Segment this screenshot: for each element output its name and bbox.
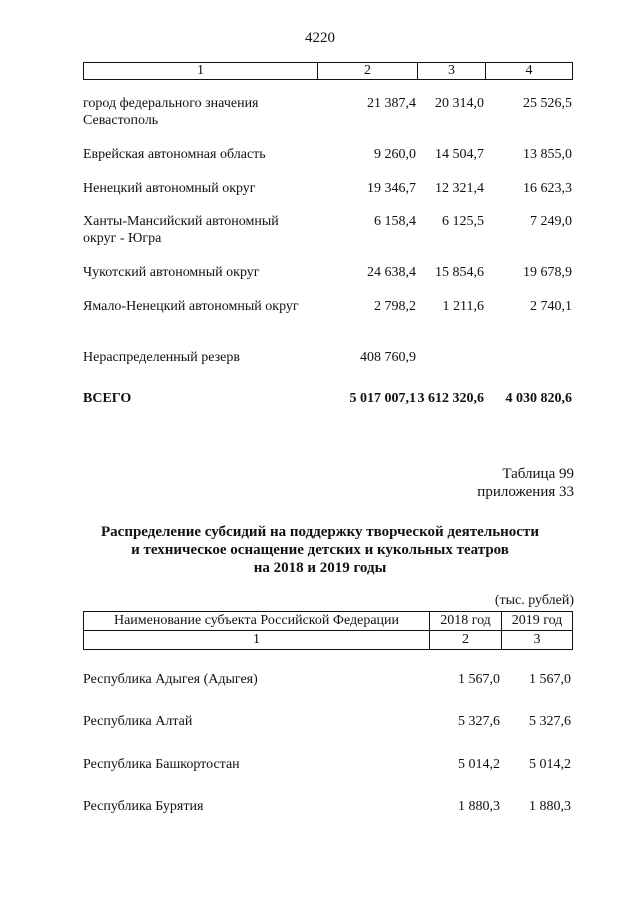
row-value-2018: 12 321,4 — [435, 181, 484, 196]
row-name: Ненецкий автономный округ — [83, 181, 256, 196]
total-label: ВСЕГО — [83, 391, 132, 406]
row-value-2017: 24 638,4 — [367, 265, 416, 280]
row-name: Нераспределенный резерв — [83, 350, 240, 365]
header-subject: Наименование субъекта Российской Федерации — [84, 612, 430, 630]
row-value-2019: 5 014,2 — [529, 757, 571, 772]
row-name: Ханты-Мансийский автономный округ - Югра — [83, 214, 279, 246]
total-value-2019: 4 030 820,6 — [505, 391, 572, 406]
header-num-3: 3 — [533, 632, 541, 647]
row-value-2017: 9 260,0 — [374, 147, 416, 162]
row-value-2019: 1 880,3 — [529, 799, 571, 814]
header-num-2: 2 — [430, 631, 502, 649]
row-value-2017: 21 387,4 — [367, 96, 416, 111]
table-caption-number: Таблица 99 — [502, 466, 574, 482]
row-value-2019: 5 327,6 — [529, 714, 571, 729]
table1-header-col1: 1 — [84, 63, 318, 79]
row-name: Чукотский автономный округ — [83, 265, 260, 280]
table-title-line2: и техническое оснащение детских и кукольных театров — [131, 542, 509, 558]
table-caption-appendix: приложения 33 — [477, 484, 574, 500]
row-value-2018: 1 880,3 — [458, 799, 500, 814]
row-value-2017: 408 760,9 — [360, 350, 416, 365]
row-value-2017: 6 158,4 — [374, 214, 416, 229]
row-name: Республика Адыгея (Адыгея) — [83, 672, 258, 687]
row-value-2018: 5 014,2 — [458, 757, 500, 772]
header-num-1: 1 — [84, 631, 430, 649]
row-value-2017: 19 346,7 — [367, 181, 416, 196]
row-value-2018: 5 327,6 — [458, 714, 500, 729]
row-value-2019: 1 567,0 — [529, 672, 571, 687]
table-caption — [477, 465, 574, 501]
table1-header-col4: 4 — [525, 63, 533, 78]
row-value-2019: 13 855,0 — [523, 147, 572, 162]
header-year-2019: 2019 год — [511, 613, 563, 628]
row-value-2019: 25 526,5 — [523, 96, 572, 111]
row-name: Еврейская автономная область — [83, 147, 266, 162]
row-value-2018: 20 314,0 — [435, 96, 484, 111]
row-value-2018: 1 211,6 — [442, 299, 484, 314]
row-value-2018: 14 504,7 — [435, 147, 484, 162]
table-title-line3: на 2018 и 2019 годы — [253, 560, 387, 576]
row-value-2019: 2 740,1 — [530, 299, 572, 314]
page-number: 4220 — [305, 30, 335, 46]
row-name: Ямало-Ненецкий автономный округ — [83, 299, 299, 314]
row-value-2018: 6 125,5 — [442, 214, 484, 229]
header-year-2018: 2018 год — [430, 612, 502, 630]
row-name: Республика Бурятия — [83, 799, 204, 814]
table1-header — [83, 62, 573, 80]
row-name: Республика Башкортостан — [83, 757, 240, 772]
row-value-2019: 16 623,3 — [523, 181, 572, 196]
row-name: город федерального значения Севастополь — [83, 96, 259, 128]
table1-header-col2: 2 — [318, 63, 418, 79]
table-title-line1: Распределение субсидий на поддержку творческой деятельности — [101, 524, 539, 540]
table2-header — [83, 611, 573, 650]
units-label: (тыс. рублей) — [494, 593, 574, 608]
row-value-2019: 19 678,9 — [523, 265, 572, 280]
row-value-2018: 15 854,6 — [435, 265, 484, 280]
row-name: Республика Алтай — [83, 714, 193, 729]
row-value-2018: 1 567,0 — [458, 672, 500, 687]
row-value-2019: 7 249,0 — [530, 214, 572, 229]
table-title — [80, 523, 560, 577]
table1-header-col3: 3 — [418, 63, 486, 79]
row-value-2017: 2 798,2 — [374, 299, 416, 314]
total-value-2018: 3 612 320,6 — [417, 391, 484, 406]
total-value-2017: 5 017 007,1 — [349, 391, 416, 406]
